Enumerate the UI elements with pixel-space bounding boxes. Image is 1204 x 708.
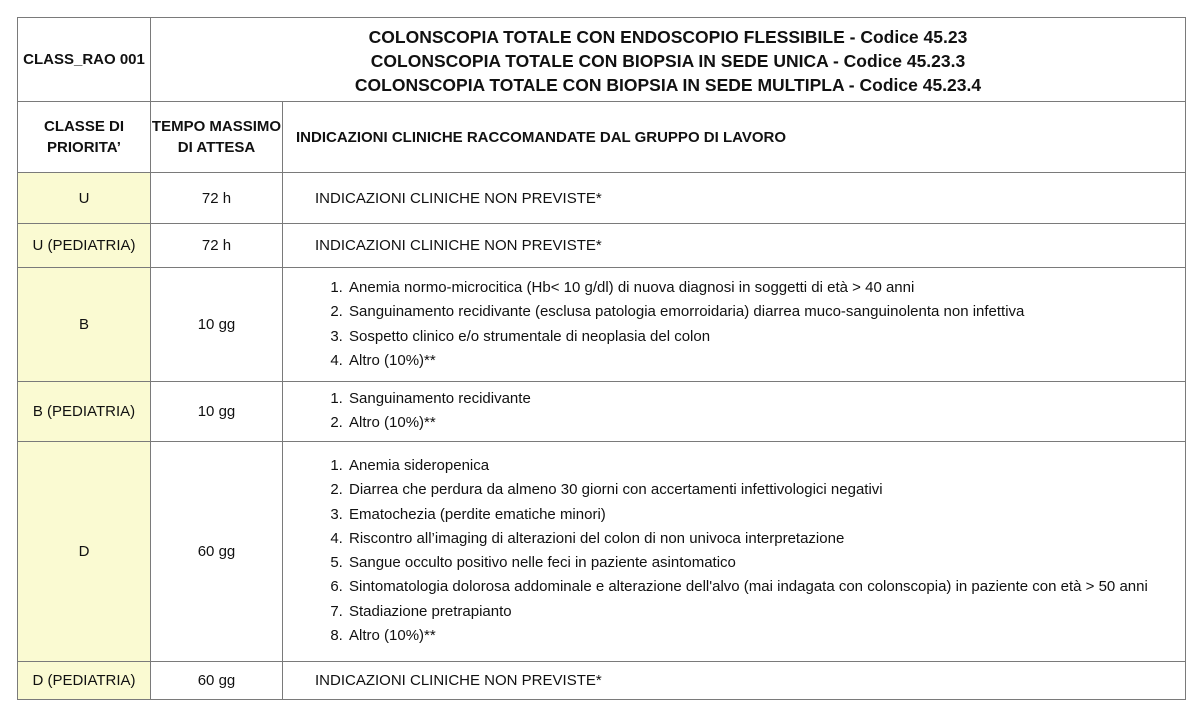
procedure-title: COLONSCOPIA TOTALE CON BIOPSIA IN SEDE UNICA - Codice 45.23.3	[370, 50, 966, 71]
list-item: 4. Altro (10%)**	[347, 349, 1185, 373]
indications-header: INDICAZIONI CLINICHE RACCOMANDATE DAL GRUPPO DI LAVORO	[283, 102, 1186, 173]
procedure-title: COLONSCOPIA TOTALE CON BIOPSIA IN SEDE MULTIPLA - Codice 45.23.4	[354, 74, 982, 95]
priority-class: D (PEDIATRIA)	[18, 661, 151, 699]
indication-list	[283, 449, 1185, 653]
procedure-titles	[151, 18, 1186, 102]
list-item: 4. Riscontro all’imaging di alterazioni del colon di non univoca interpretazione	[347, 527, 1185, 551]
indication-text: INDICAZIONI CLINICHE NON PREVISTE*	[283, 224, 1186, 268]
list-item: 1. Anemia sideropenica	[347, 454, 1185, 478]
rao-table	[17, 17, 1186, 700]
table-row	[18, 224, 1186, 268]
table-row	[18, 268, 1186, 382]
list-item: 5. Sangue occulto positivo nelle feci in paziente asintomatico	[347, 551, 1185, 575]
indication-list	[283, 382, 1185, 441]
max-wait: 72 h	[151, 173, 283, 224]
max-wait-header: TEMPO MASSIMO DI ATTESA	[151, 102, 283, 173]
title-row	[18, 18, 1186, 102]
priority-class: B (PEDIATRIA)	[18, 382, 151, 442]
priority-header: CLASSE DI PRIORITA’	[18, 102, 151, 173]
table-row	[18, 382, 1186, 442]
list-item: 3. Sospetto clinico e/o strumentale di neoplasia del colon	[347, 325, 1185, 349]
indication-list-cell	[283, 441, 1186, 661]
class-code: CLASS_RAO 001	[18, 18, 151, 102]
indication-text: INDICAZIONI CLINICHE NON PREVISTE*	[283, 173, 1186, 224]
indication-list-cell	[283, 268, 1186, 382]
table-row	[18, 173, 1186, 224]
priority-class: B	[18, 268, 151, 382]
max-wait: 72 h	[151, 224, 283, 268]
list-item: 2. Altro (10%)**	[347, 411, 1185, 435]
list-item: 1. Anemia normo-microcitica (Hb< 10 g/dl) di nuova diagnosi in soggetti di età > 40 anni	[347, 276, 1185, 300]
list-item: 2. Diarrea che perdura da almeno 30 giorni con accertamenti infettivologici negativi	[347, 478, 1185, 502]
list-item: 2. Sanguinamento recidivante (esclusa patologia emorroidaria) diarrea muco-sanguinolenta non infettiva	[347, 300, 1185, 324]
list-item: 8. Altro (10%)**	[347, 624, 1185, 648]
indication-list-cell	[283, 382, 1186, 442]
list-item: 6. Sintomatologia dolorosa addominale e alterazione dell'alvo (mai indagata con colonscopia) in paziente con età > 50 anni	[347, 575, 1185, 599]
list-item: 3. Ematochezia (perdite ematiche minori)	[347, 503, 1185, 527]
table-row	[18, 661, 1186, 699]
priority-class: U (PEDIATRIA)	[18, 224, 151, 268]
column-header-row	[18, 102, 1186, 173]
indication-list	[283, 271, 1185, 378]
priority-class: U	[18, 173, 151, 224]
priority-class: D	[18, 441, 151, 661]
max-wait: 10 gg	[151, 268, 283, 382]
max-wait: 60 gg	[151, 661, 283, 699]
table-row	[18, 441, 1186, 661]
max-wait: 60 gg	[151, 441, 283, 661]
indication-text: INDICAZIONI CLINICHE NON PREVISTE*	[283, 661, 1186, 699]
list-item: 7. Stadiazione pretrapianto	[347, 600, 1185, 624]
procedure-title: COLONSCOPIA TOTALE CON ENDOSCOPIO FLESSIBILE - Codice 45.23	[368, 26, 968, 47]
max-wait: 10 gg	[151, 382, 283, 442]
list-item: 1. Sanguinamento recidivante	[347, 387, 1185, 411]
